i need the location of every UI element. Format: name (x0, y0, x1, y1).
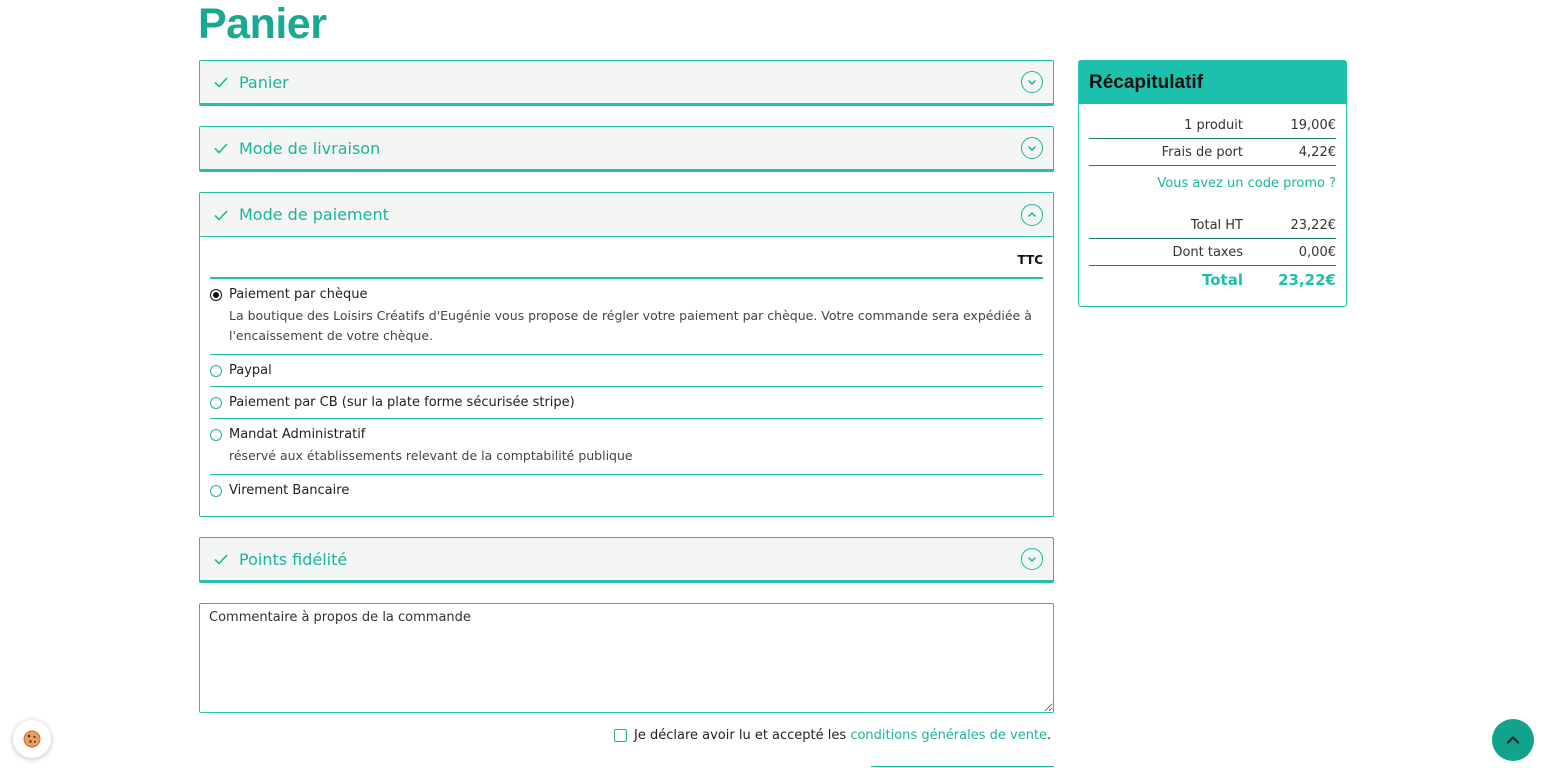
summary-row-products (1089, 112, 1336, 139)
step-payment-title: Mode de paiement (239, 205, 389, 224)
payment-option-paypal[interactable] (210, 355, 1043, 387)
step-loyalty-header[interactable] (200, 538, 1053, 582)
check-icon (212, 73, 230, 91)
step-shipping-header[interactable] (200, 127, 1053, 171)
radio-transfer[interactable] (210, 485, 222, 497)
step-shipping-title: Mode de livraison (239, 138, 381, 158)
radio-mandate[interactable] (210, 429, 222, 441)
summary-label: Total HT (1190, 217, 1243, 233)
cookie-settings-button[interactable] (13, 720, 51, 758)
step-payment (199, 192, 1054, 517)
page-title: Panier (198, 0, 327, 48)
order-comment-input[interactable] (199, 603, 1054, 713)
summary-label: 1 produit (1184, 117, 1243, 133)
summary-row-total-ht (1089, 212, 1336, 239)
check-icon (212, 550, 230, 568)
step-shipping (199, 126, 1054, 172)
payment-option-mandate[interactable] (210, 419, 1043, 475)
radio-cheque[interactable] (210, 289, 222, 301)
summary-title: Récapitulatif (1079, 61, 1346, 104)
summary-row-taxes (1089, 239, 1336, 266)
summary-row-total (1089, 266, 1336, 294)
payment-option-cheque[interactable] (210, 279, 1043, 355)
summary-total-value: 23,22€ (1278, 271, 1336, 289)
radio-paypal[interactable] (210, 365, 222, 377)
chevron-down-icon[interactable] (1021, 71, 1043, 93)
summary-value: 4,22€ (1298, 144, 1336, 160)
payment-option-label: Paiement par CB (sur la plate forme sécurisée stripe) (229, 395, 575, 410)
chevron-up-icon (1504, 731, 1522, 749)
cookie-icon (22, 729, 42, 749)
promo-code-link[interactable]: Vous avez un code promo ? (1157, 176, 1336, 191)
check-icon (212, 139, 230, 157)
payment-options (200, 237, 1053, 516)
payment-option-card[interactable] (210, 387, 1043, 419)
check-icon (212, 206, 230, 224)
payment-option-transfer[interactable] (210, 475, 1043, 506)
summary-value: 0,00€ (1298, 244, 1336, 260)
step-cart (199, 60, 1054, 106)
checkout-steps (199, 60, 1054, 713)
step-cart-header[interactable] (200, 61, 1053, 105)
summary-label: Frais de port (1161, 144, 1243, 160)
payment-option-label: Paiement par chèque (229, 287, 368, 302)
chevron-down-icon[interactable] (1021, 137, 1043, 159)
step-cart-title: Panier (239, 72, 289, 92)
chevron-down-icon[interactable] (1021, 548, 1043, 570)
chevron-up-icon[interactable] (1021, 204, 1043, 226)
terms-text: Je déclare avoir lu et accepté les (634, 728, 847, 743)
summary-row-shipping (1089, 139, 1336, 166)
terms-link[interactable]: conditions générales de vente (850, 728, 1048, 743)
radio-card[interactable] (210, 397, 222, 409)
summary-table (1089, 112, 1336, 294)
terms-checkbox[interactable] (614, 729, 627, 742)
terms-acceptance (614, 728, 1051, 743)
summary-total-label: Total (1202, 271, 1243, 289)
summary-value: 23,22€ (1290, 217, 1336, 233)
payment-option-description: La boutique des Loisirs Créatifs d'Eugénie vous propose de régler votre paiement par chèque. Votre commande sera expédiée à l'encaissement de votre chèque. (229, 308, 1032, 343)
order-summary (1078, 60, 1347, 307)
step-loyalty (199, 537, 1054, 583)
payment-option-label: Mandat Administratif (229, 427, 366, 442)
payment-option-label: Virement Bancaire (229, 483, 350, 498)
tax-label: TTC (210, 237, 1043, 279)
scroll-to-top-button[interactable] (1492, 719, 1534, 761)
payment-option-description: réservé aux établissements relevant de la comptabilité publique (229, 448, 633, 463)
step-loyalty-title: Points fidélité (239, 549, 348, 569)
payment-option-label: Paypal (229, 363, 272, 378)
terms-suffix: . (1047, 728, 1052, 743)
summary-label: Dont taxes (1172, 244, 1243, 260)
summary-value: 19,00€ (1290, 117, 1336, 133)
step-payment-header[interactable] (200, 193, 1053, 237)
